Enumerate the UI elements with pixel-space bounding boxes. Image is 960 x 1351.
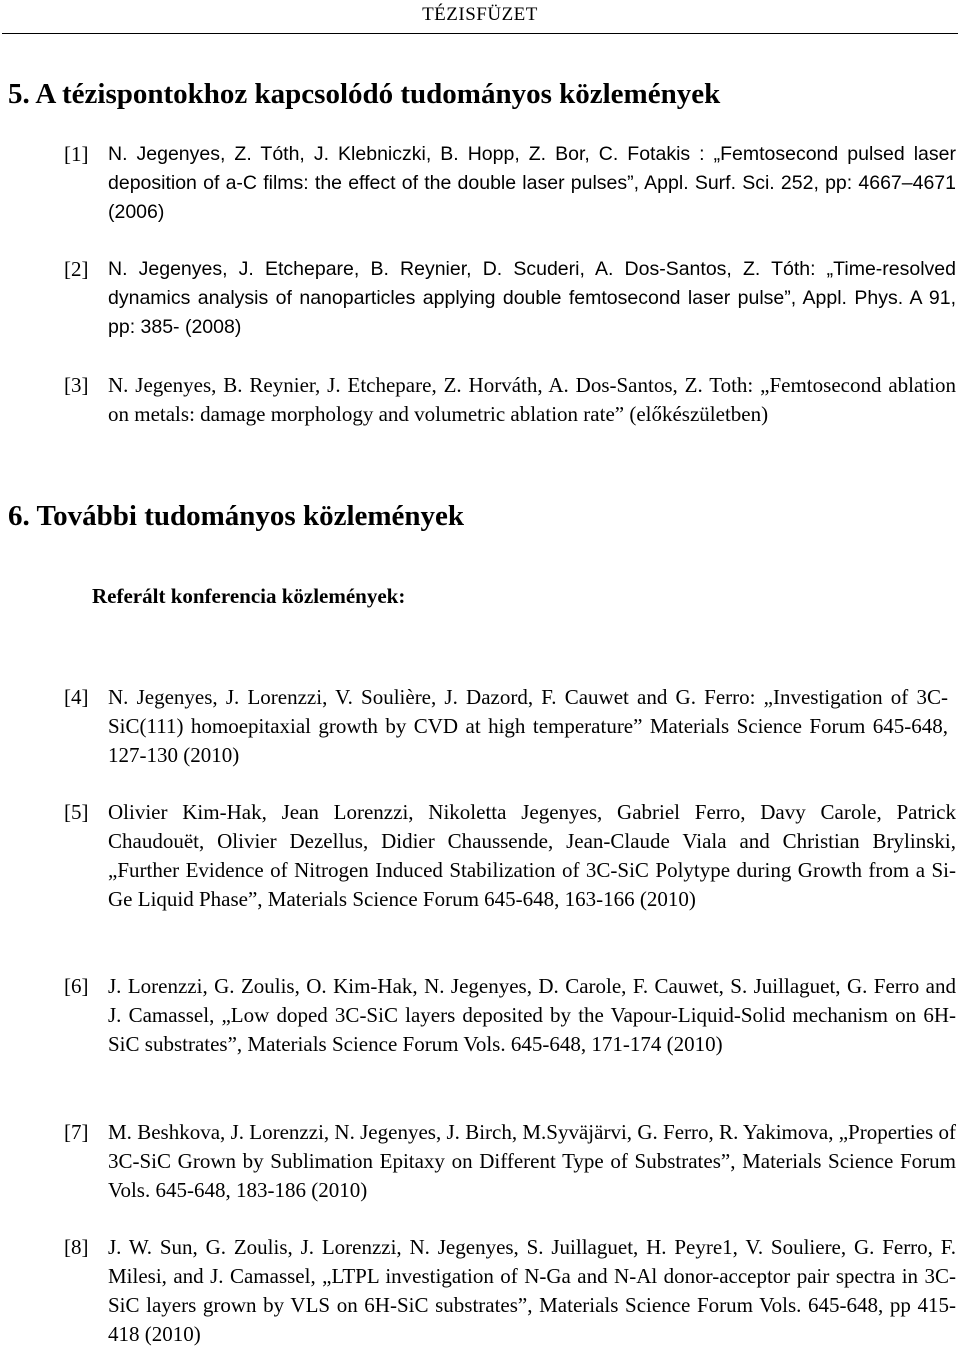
- reference-number: [8]: [64, 1235, 89, 1259]
- reference-text: N. Jegenyes, J. Etchepare, B. Reynier, D. Scuderi, A. Dos-Santos, Z. Tóth: „Time-resolved dynamics analysis of nanoparticles applying double femtosecond laser pulse”, Appl. Phys. A 91, pp: 385- (2008): [108, 258, 956, 338]
- reference-text: N. Jegenyes, J. Lorenzzi, V. Soulière, J. Dazord, F. Cauwet and G. Ferro: „Investigation of 3C-SiC(111) homoepitaxial growth by CVD at high temperature” Materials Science Forum 645-648, 127-130 (2010): [108, 685, 948, 767]
- header-rule: [2, 33, 958, 34]
- reference-text: Olivier Kim-Hak, Jean Lorenzzi, Nikoletta Jegenyes, Gabriel Ferro, Davy Carole, Patrick Chaudouët, Olivier Dezellus, Didier Chaussende, Jean-Claude Viala and Christian Brylinski, „Further Evidence of Nitrogen Induced Stabilization of 3C-SiC Polytype during Growth from a Si-Ge Liquid Phase”, Materials Science Forum 645-648, 163-166 (2010): [108, 800, 956, 911]
- reference-text: N. Jegenyes, Z. Tóth, J. Klebniczki, B. Hopp, Z. Bor, C. Fotakis : „Femtosecond pulsed laser deposition of a-C films: the effect of the double laser pulses”, Appl. Surf. Sci. 252, pp: 4667–4671 (2006): [108, 143, 956, 223]
- reference-number: [7]: [64, 1120, 89, 1144]
- reference-number: [1]: [64, 142, 89, 166]
- section-5-title: 5. A tézispontokhoz kapcsolódó tudományos közlemények: [8, 78, 721, 110]
- reference-3: [64, 371, 956, 429]
- reference-2: [64, 255, 956, 342]
- reference-1: [64, 140, 956, 227]
- reference-number: [5]: [64, 800, 89, 824]
- reference-7: [64, 1118, 956, 1205]
- reference-text: N. Jegenyes, B. Reynier, J. Etchepare, Z. Horváth, A. Dos-Santos, Z. Toth: „Femtosecond ablation on metals: damage morphology and volumetric ablation rate” (előkészületben): [108, 373, 956, 426]
- section-6-subtitle: Referált konferencia közlemények:: [92, 584, 406, 608]
- reference-text: J. W. Sun, G. Zoulis, J. Lorenzzi, N. Jegenyes, S. Juillaguet, H. Peyre1, V. Souliere, G. Ferro, F. Milesi, and J. Camassel, „LTPL investigation of N-Ga and N-Al donor-acceptor pair spectra in 3C-SiC layers grown by VLS on 6H-SiC substrates”, Materials Science Forum Vols. 645-648, pp 415-418 (2010): [108, 1235, 956, 1346]
- section-6-title: 6. További tudományos közlemények: [8, 500, 465, 532]
- header-title: TÉZISFÜZET: [422, 4, 538, 25]
- reference-number: [4]: [64, 685, 89, 709]
- reference-number: [2]: [64, 257, 89, 281]
- reference-4: [64, 683, 956, 770]
- reference-text: J. Lorenzzi, G. Zoulis, O. Kim-Hak, N. Jegenyes, D. Carole, F. Cauwet, S. Juillaguet, G. Ferro and J. Camassel, „Low doped 3C-SiC layers deposited by the Vapour-Liquid-Solid mechanism on 6H-SiC substrates”, Materials Science Forum Vols. 645-648, 171-174 (2010): [108, 974, 956, 1056]
- reference-number: [3]: [64, 373, 89, 397]
- page-header: [0, 0, 960, 34]
- reference-5: [64, 798, 956, 914]
- reference-6: [64, 972, 956, 1059]
- reference-8: [64, 1233, 956, 1349]
- reference-number: [6]: [64, 974, 89, 998]
- reference-text: M. Beshkova, J. Lorenzzi, N. Jegenyes, J. Birch, M.Syväjärvi, G. Ferro, R. Yakimova, „Properties of 3C-SiC Grown by Sublimation Epitaxy on Different Type of Substrates”, Materials Science Forum Vols. 645-648, 183-186 (2010): [108, 1120, 956, 1202]
